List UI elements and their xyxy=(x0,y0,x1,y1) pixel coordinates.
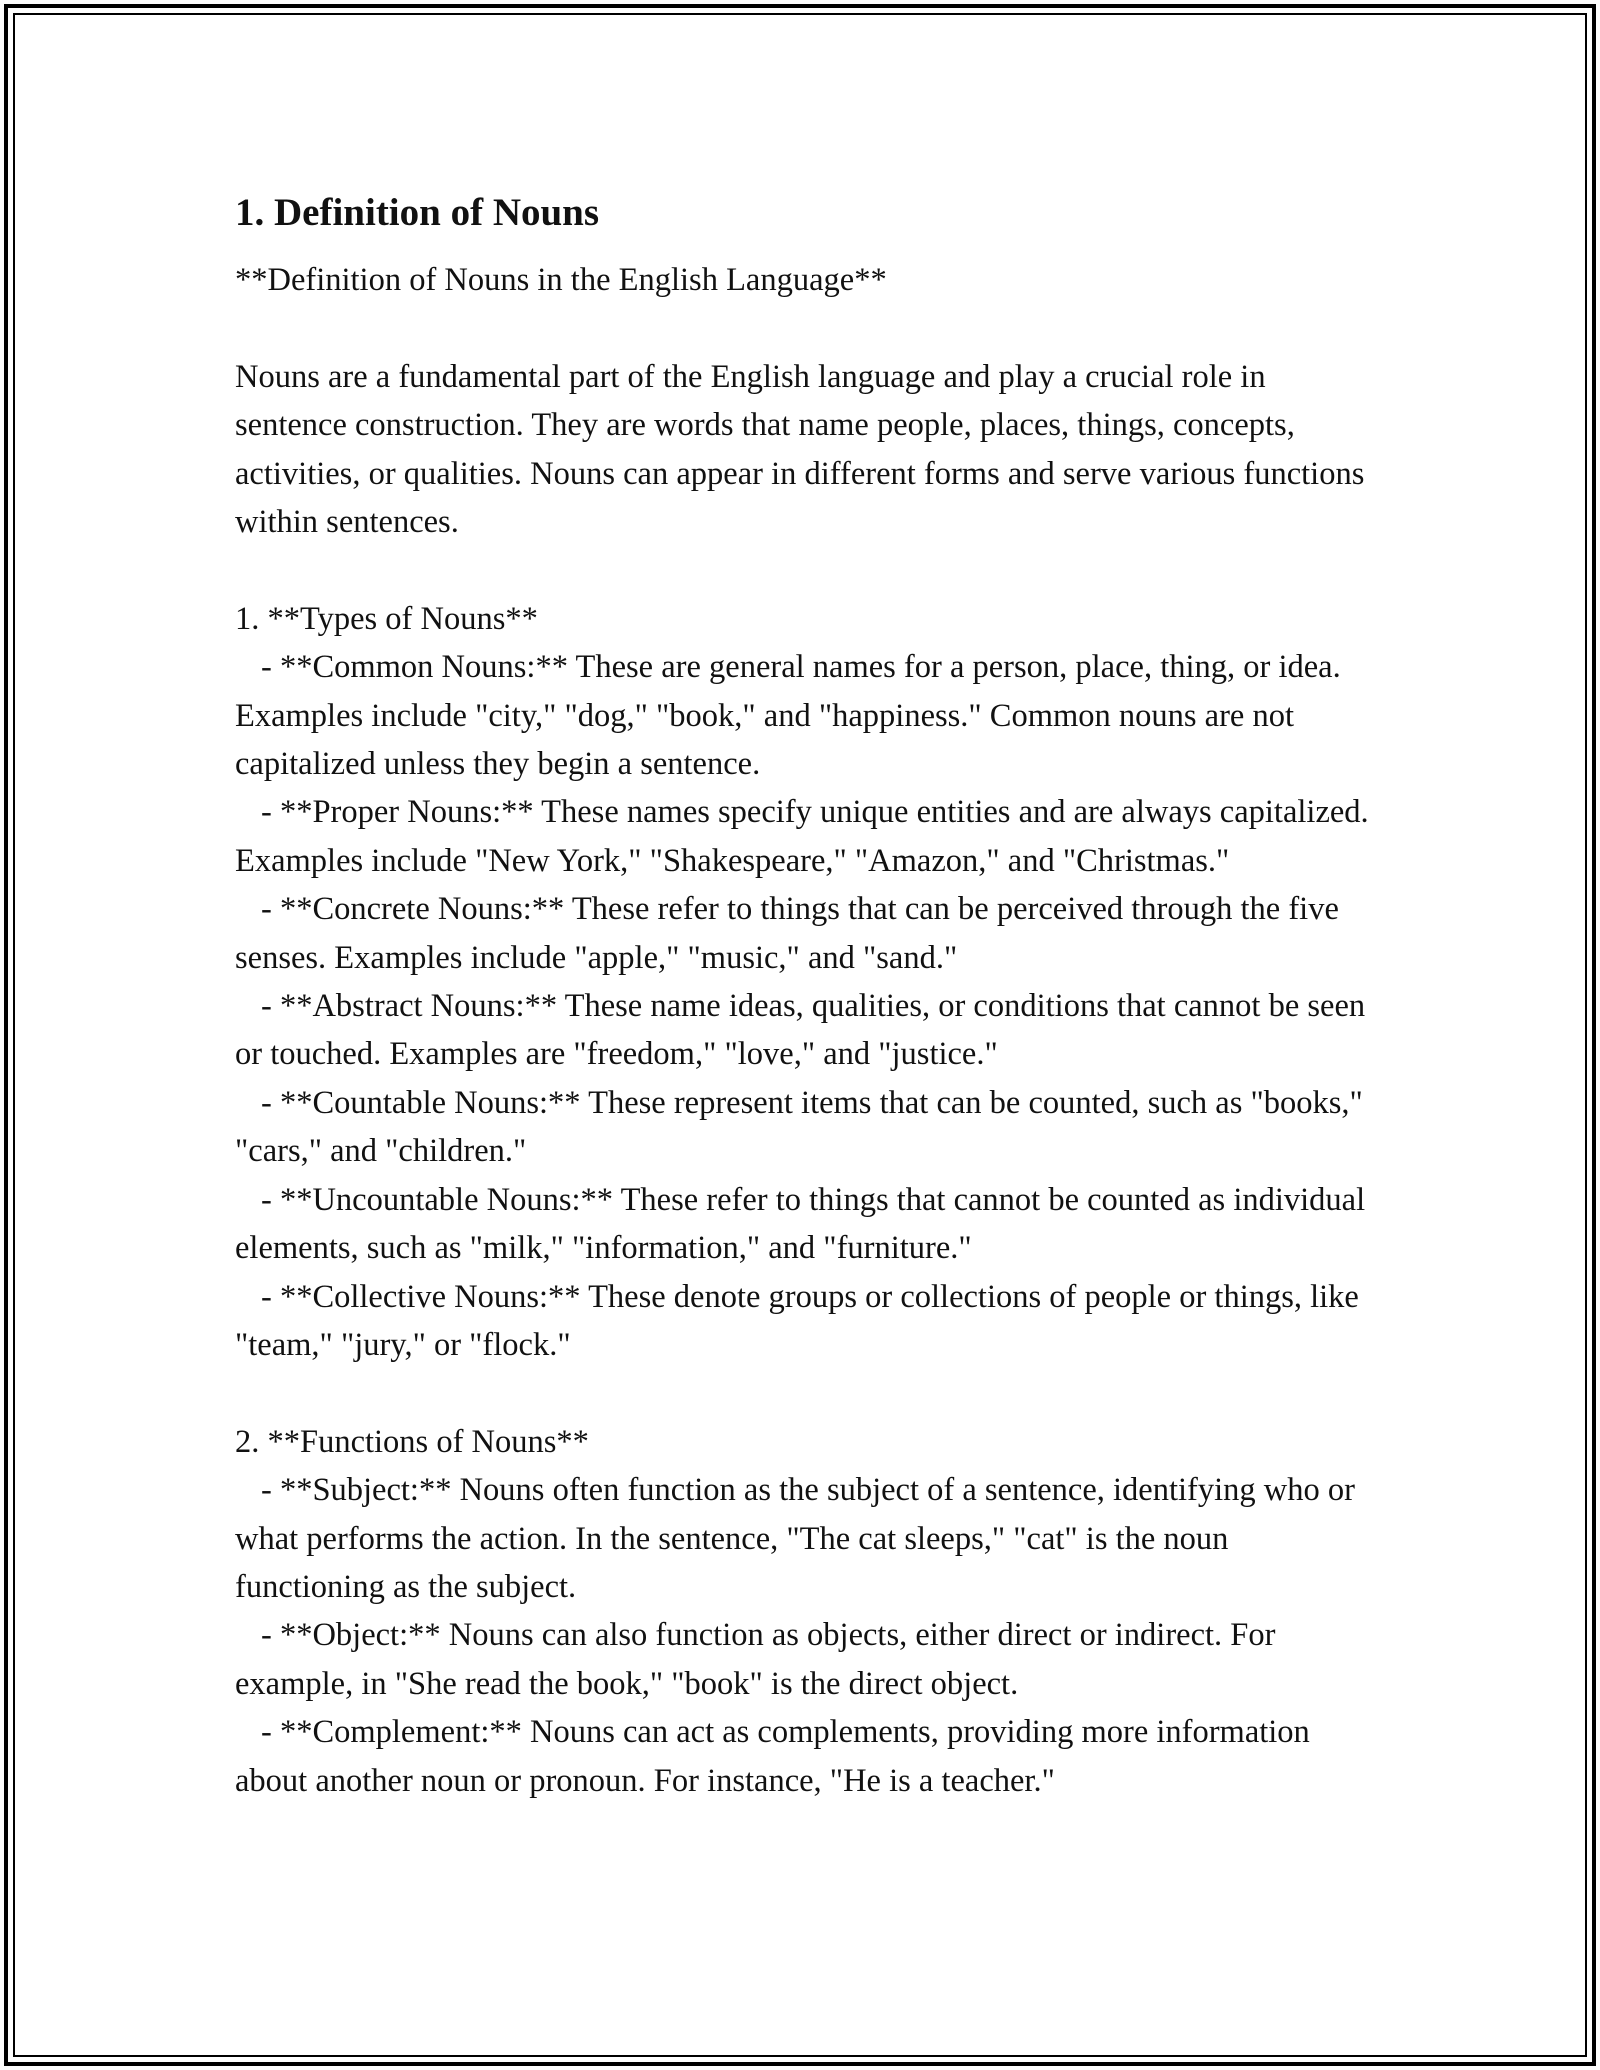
list-item-collective-nouns xyxy=(235,1273,1375,1370)
list-item-text: - **Subject:** Nouns often function as the subject of a sentence, identifying who or what performs the action. In the sentence, "The cat sleeps," "cat" is the noun functioning as the subject. xyxy=(235,1472,1355,1605)
list-item-countable-nouns xyxy=(235,1079,1375,1176)
list-item-proper-nouns xyxy=(235,788,1375,885)
intro-paragraph: Nouns are a fundamental part of the English language and play a crucial role in sentence construction. They are words that name people, places, things, concepts, activities, or qualities. Nouns can appear in different forms and serve various functions within sentences. xyxy=(235,358,1365,541)
list-item-uncountable-nouns xyxy=(235,1176,1375,1273)
list-item-text: - **Countable Nouns:** These represent items that can be counted, such as "books," "cars," and "children." xyxy=(235,1084,1363,1170)
spacer xyxy=(235,1369,1375,1417)
list-item-text: - **Proper Nouns:** These names specify unique entities and are always capitalized. Examples include "New York," "Shakespeare," "Amazon," and "Christmas." xyxy=(235,794,1369,879)
list-item-object xyxy=(235,1611,1375,1708)
spacer xyxy=(235,304,1375,352)
document-heading: 1. Definition of Nouns xyxy=(235,191,600,234)
list-item-complement xyxy=(235,1708,1375,1805)
list-item-text: - **Object:** Nouns can also function as objects, either direct or indirect. For example, in "She read the book," "book" is the direct object. xyxy=(235,1617,1276,1702)
list-item-text: - **Common Nouns:** These are general names for a person, place, thing, or idea. Examples include "city," "dog," "book," and "happiness." Common nouns are not capitalized unless they begin a sentence. xyxy=(235,649,1341,783)
list-item-abstract-nouns xyxy=(235,982,1375,1079)
spacer xyxy=(235,546,1375,594)
document-body xyxy=(235,184,1375,1805)
list-item-subject xyxy=(235,1466,1375,1611)
list-item-text: - **Concrete Nouns:** These refer to things that can be perceived through the five senses. Examples include "apple," "music," and "sand." xyxy=(235,891,1339,976)
section-title-functions: 2. **Functions of Nouns** xyxy=(235,1423,589,1460)
list-item-text: - **Abstract Nouns:** These name ideas, qualities, or conditions that cannot be seen or touched. Examples are "freedom," "love," and "justice." xyxy=(235,988,1366,1073)
document-subtitle: **Definition of Nouns in the English Language** xyxy=(235,262,887,298)
list-item-text: - **Uncountable Nouns:** These refer to things that cannot be counted as individual elements, such as "milk," "information," and "furniture." xyxy=(235,1181,1366,1267)
list-item-text: - **Collective Nouns:** These denote groups or collections of people or things, like "team," "jury," or "flock." xyxy=(235,1278,1359,1363)
list-item-common-nouns xyxy=(235,643,1375,788)
list-item-concrete-nouns xyxy=(235,885,1375,982)
section-title-types: 1. **Types of Nouns** xyxy=(235,600,538,637)
list-item-text: - **Complement:** Nouns can act as complements, providing more information about another noun or pronoun. For instance, "He is a teacher." xyxy=(235,1714,1310,1799)
